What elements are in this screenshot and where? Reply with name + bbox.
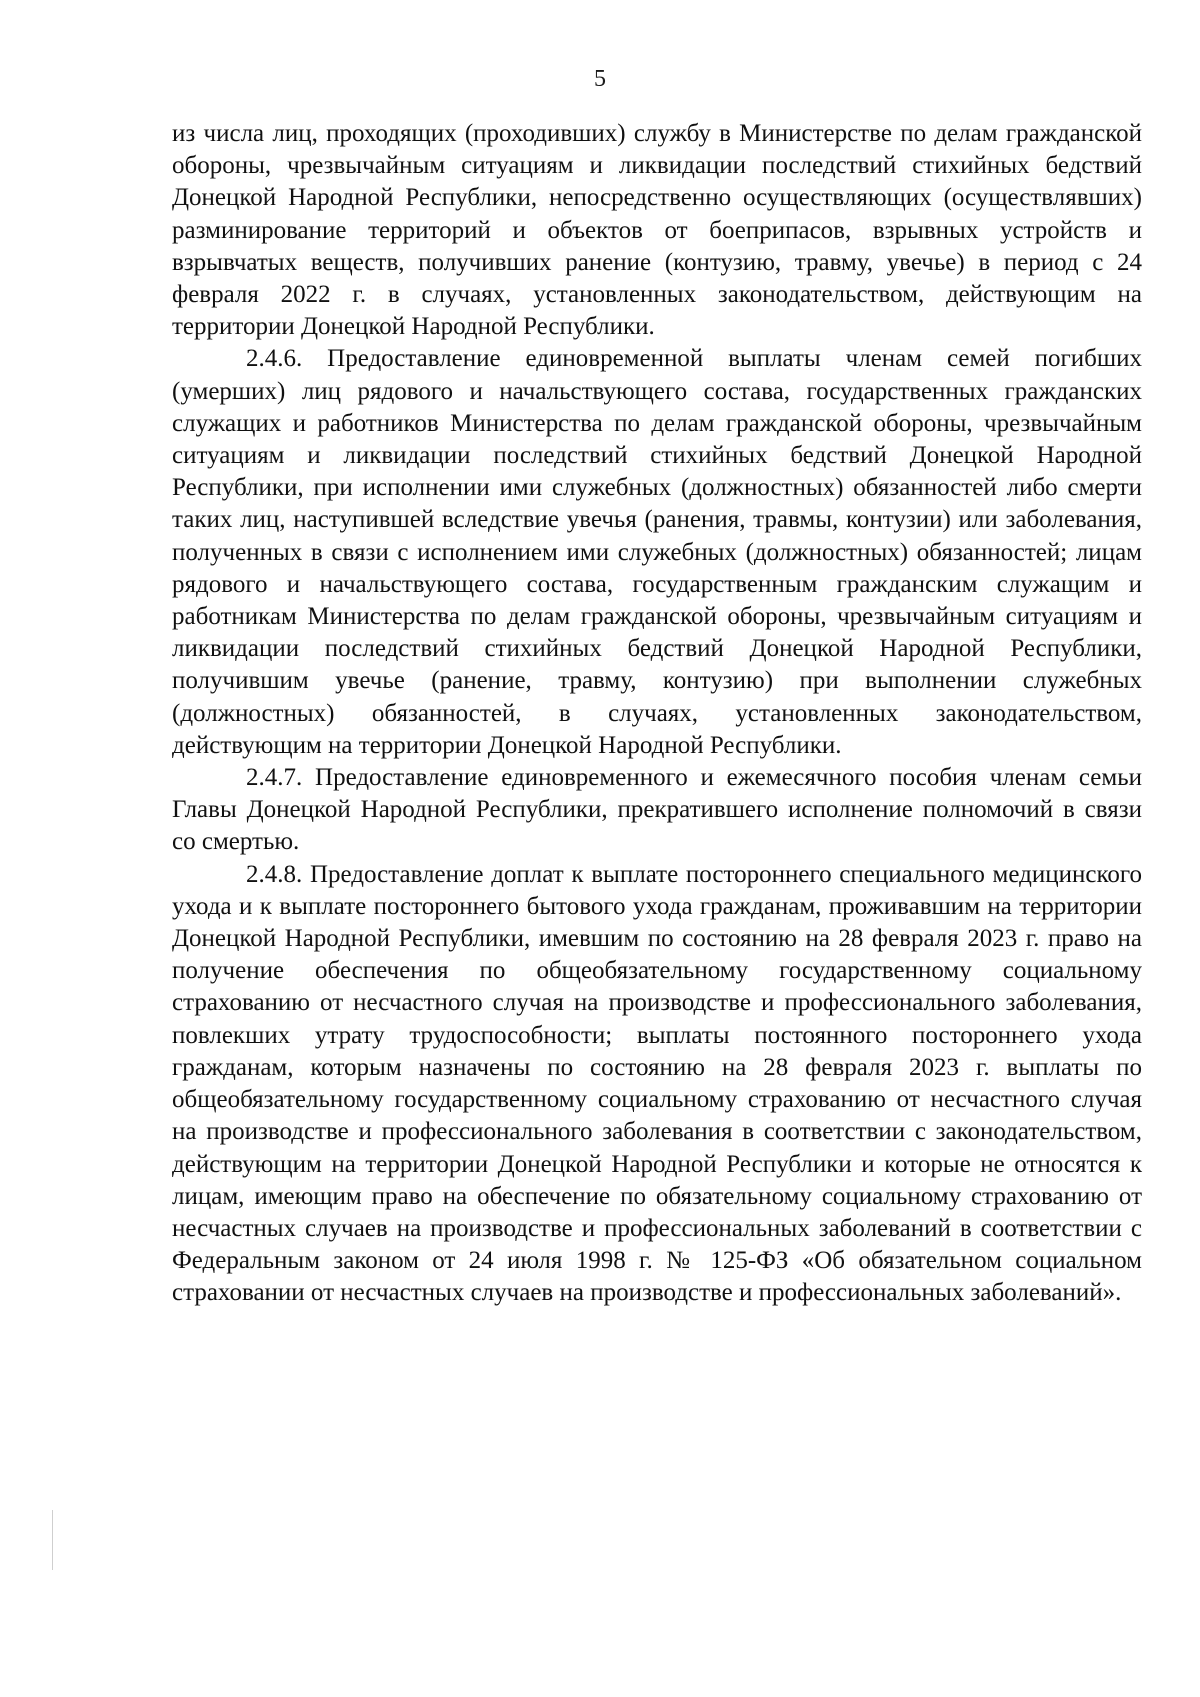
paragraph-2-4-8: 2.4.8. Предоставление доплат к выплате постороннего специального медицинского ухода и к выплате постороннего бытового ухода гражданам, проживавшим на территории Донецкой Народной Республики, имевшим по состоянию на 28 февраля 2023 г. право на получение обеспечения по общеобязательному государственному социальному страхованию от несчастного случая на производстве и профессионального заболевания, повлекших утрату трудоспособности; выплаты постоянного постороннего ухода гражданам, которым назначены по состоянию на 28 февраля 2023 г. выплаты по общеобязательному государственному социальному страхованию от несчастного случая на производстве и профессионального заболевания в соответствии с законодательством, действующим на территории Донецкой Народной Республики и которые не относятся к лицам, имеющим право на обеспечение по обязательному социальному страхованию от несчастных случаев на производстве и профессиональных заболеваний в соответствии с Федеральным законом от 24 июля 1998 г. № 125-ФЗ «Об обязательном социальном страховании от несчастных случаев на производстве и профессиональных заболеваний».	[172, 860, 1142, 1307]
paragraph-2-4-6: 2.4.6. Предоставление единовременной выплаты членам семей погибших (умерших) лиц рядового и начальствующего состава, государственных гражданских служащих и работников Министерства по делам гражданской обороны, чрезвычайным ситуациям и ликвидации последствий стихийных бедствий Донецкой Народной Республики, при исполнении ими служебных (должностных) обязанностей либо смерти таких лиц, наступившей вследствие увечья (ранения, травмы, контузии) или заболевания, полученных в связи с исполнением ими служебных (должностных) обязанностей; лицам рядового и начальствующего состава, государственным гражданским служащим и работникам Министерства по делам гражданской обороны, чрезвычайным ситуациям и ликвидации последствий стихийных бедствий Донецкой Народной Республики, получившим увечье (ранение, травму, контузию) при выполнении служебных (должностных) обязанностей, в случаях, установленных законодательством, действующим на территории Донецкой Народной Республики.	[172, 345, 1142, 759]
paragraph-2-4-7: 2.4.7. Предоставление единовременного и ежемесячного пособия членам семьи Главы Донецкой Народной Республики, прекратившего исполнение полномочий в связи со смертью.	[172, 764, 1142, 856]
paragraph-continuation: из числа лиц, проходящих (проходивших) службу в Министерстве по делам гражданской обороны, чрезвычайным ситуациям и ликвидации последствий стихийных бедствий Донецкой Народной Республики, непосредственно осуществляющих (осуществлявших) разминирование территорий и объектов от боеприпасов, взрывных устройств и взрывчатых веществ, получивших ранение (контузию, травму, увечье) в период с 24 февраля 2022 г. в случаях, установленных законодательством, действующим на территории Донецкой Народной Республики.	[172, 120, 1142, 341]
document-body	[172, 118, 1142, 1310]
page-number: 5	[594, 66, 606, 92]
scan-artifact-line	[52, 1510, 53, 1570]
